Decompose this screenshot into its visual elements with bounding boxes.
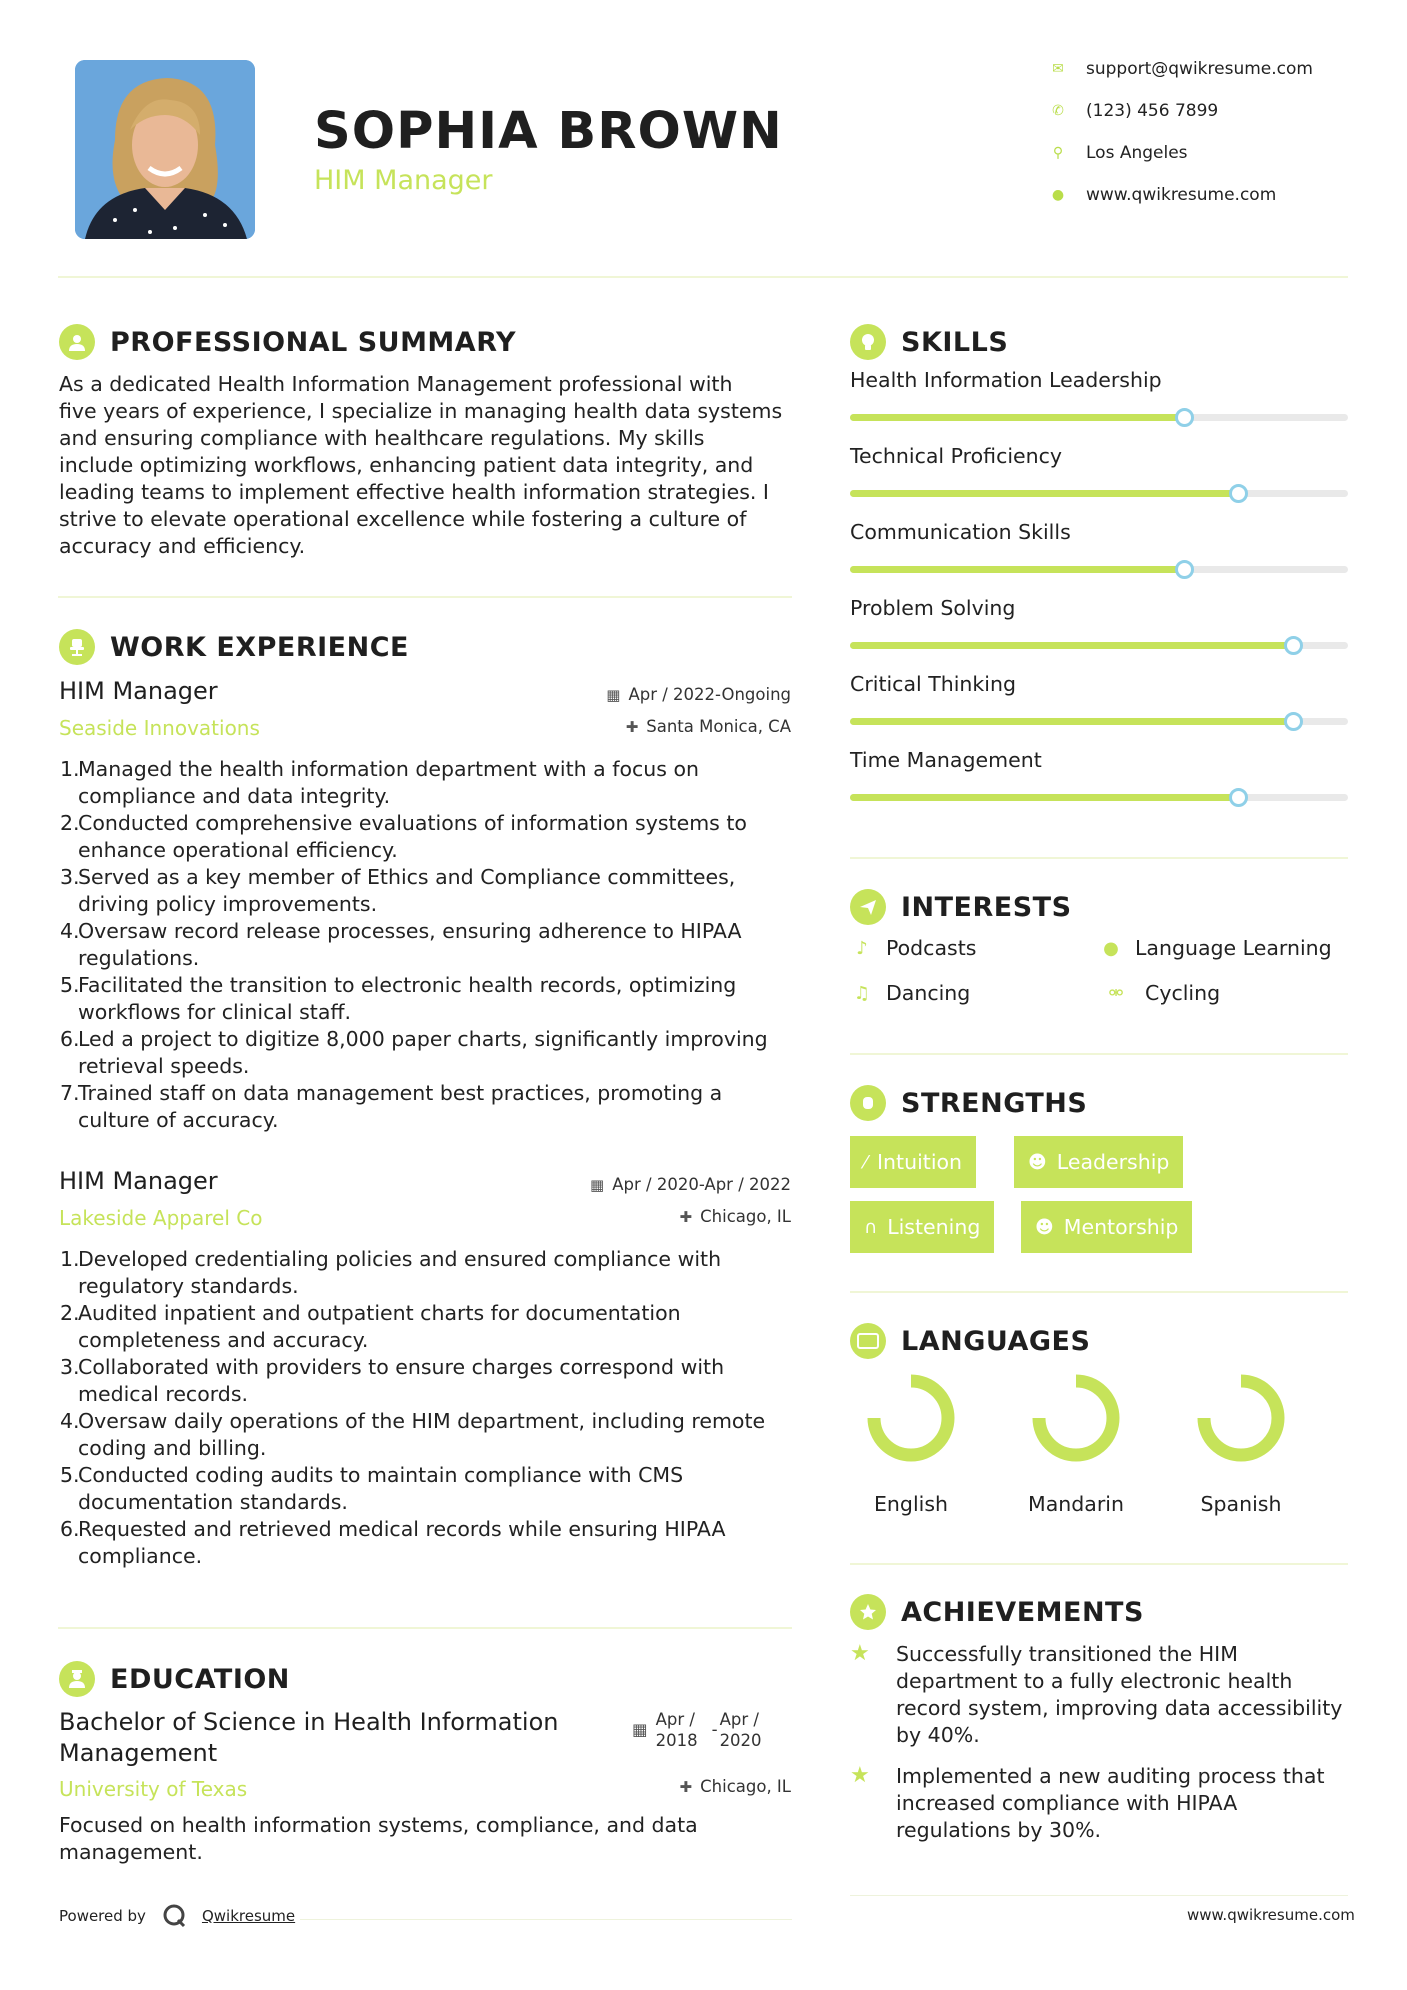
footer-left-rule xyxy=(300,1919,792,1920)
achievements-title: ACHIEVEMENTS xyxy=(901,1596,1144,1628)
star-icon: ★ xyxy=(850,1763,870,1788)
skill-track xyxy=(850,414,1348,421)
job-2-dates: ▦ Apr / 2020-Apr / 2022 xyxy=(590,1175,791,1194)
strength-intuition: ⁄ Intuition xyxy=(850,1136,976,1188)
skill-knob[interactable] xyxy=(1229,484,1248,503)
list-item: 4. Oversaw daily operations of the HIM department, including remote coding and billing. xyxy=(60,1409,766,1460)
list-item: 5. Facilitated the transition to electronic health records, optimizing workflows for clinical staff. xyxy=(60,973,737,1024)
skills-header xyxy=(850,324,1008,360)
website-text: www.qwikresume.com xyxy=(1086,185,1277,205)
pin-icon: ✚ xyxy=(679,1207,693,1226)
contact-website[interactable] xyxy=(1050,184,1276,206)
contact-phone xyxy=(1050,100,1218,122)
paper-plane-icon xyxy=(850,889,886,925)
candidate-role: HIM Manager xyxy=(314,165,493,196)
education-description: Focused on health information systems, compliance, and data management. xyxy=(59,1813,698,1864)
strengths-divider xyxy=(850,1291,1348,1293)
music-icon: ♫ xyxy=(853,982,871,1004)
skill-track xyxy=(850,490,1348,497)
users-icon: ☻ xyxy=(1028,1151,1047,1173)
skill-name: Technical Proficiency xyxy=(850,444,1063,468)
footer-right-rule xyxy=(850,1895,1348,1896)
star-badge-icon xyxy=(850,1594,886,1630)
languages-header xyxy=(850,1323,1090,1359)
summary-header xyxy=(59,324,516,360)
bicycle-icon: ⚮ xyxy=(1108,982,1124,1004)
skill-track xyxy=(850,642,1348,649)
phone-icon: ✆ xyxy=(1052,103,1064,119)
education-location: ✚ Chicago, IL xyxy=(679,1777,791,1796)
skills-title: SKILLS xyxy=(901,326,1009,358)
headphones-icon: ∩ xyxy=(864,1216,878,1238)
phone-text: (123) 456 7899 xyxy=(1086,101,1219,121)
email-text: support@qwikresume.com xyxy=(1086,59,1313,79)
skill-fill xyxy=(850,794,1238,801)
calendar-icon: ▦ xyxy=(590,1175,605,1194)
skill-fill xyxy=(850,414,1184,421)
user-icon xyxy=(59,324,95,360)
list-item: 7. Trained staff on data management best practices, promoting a culture of accuracy. xyxy=(60,1081,723,1132)
language-ring-mandarin xyxy=(1039,1381,1113,1455)
contact-email[interactable] xyxy=(1050,58,1313,80)
wand-icon: ⁄ xyxy=(864,1151,868,1173)
list-item: 6. Led a project to digitize 8,000 paper charts, significantly improving retrieval speeds. xyxy=(60,1027,768,1078)
summary-title: PROFESSIONAL SUMMARY xyxy=(110,326,517,358)
globe-icon: ● xyxy=(1051,187,1065,203)
interests-header xyxy=(850,889,1072,925)
pin-icon: ✚ xyxy=(679,1777,693,1796)
languages-title: LANGUAGES xyxy=(901,1325,1091,1357)
skill-fill xyxy=(850,566,1184,573)
experience-header xyxy=(59,629,409,665)
interest-podcasts: ♪ Podcasts xyxy=(850,936,976,960)
job-1-location: ✚ Santa Monica, CA xyxy=(625,717,791,736)
list-item: 1. Developed credentialing policies and ensured compliance with regulatory standards. xyxy=(60,1247,722,1298)
language-rings xyxy=(850,1370,1348,1480)
contact-location xyxy=(1050,142,1188,164)
job-2-bullets xyxy=(60,1246,798,1570)
skills-list xyxy=(850,370,1348,820)
skill-knob[interactable] xyxy=(1175,408,1194,427)
experience-title: WORK EXPERIENCE xyxy=(110,631,409,663)
strengths-header xyxy=(850,1085,1087,1121)
interests-divider xyxy=(850,1053,1348,1055)
job-1-bullets xyxy=(60,756,798,1134)
interests-title: INTERESTS xyxy=(901,891,1072,923)
pin-icon: ✚ xyxy=(625,717,639,736)
language-spanish: Spanish xyxy=(1200,1492,1282,1516)
language-ring-english xyxy=(874,1381,948,1455)
calendar-icon: ▦ xyxy=(606,685,621,704)
skill-track xyxy=(850,794,1348,801)
skill-name: Time Management xyxy=(850,748,1042,772)
list-item: 6. Requested and retrieved medical records while ensuring HIPAA compliance. xyxy=(60,1517,726,1568)
language-mandarin: Mandarin xyxy=(1028,1492,1124,1516)
skill-knob[interactable] xyxy=(1175,560,1194,579)
calendar-icon: ▦ xyxy=(632,1720,648,1739)
list-item: 5. Conducted coding audits to maintain compliance with CMS documentation standards. xyxy=(60,1463,684,1514)
job-2-title: HIM Manager xyxy=(59,1167,218,1195)
skill-track xyxy=(850,566,1348,573)
skill-knob[interactable] xyxy=(1284,636,1303,655)
list-item: 2. Audited inpatient and outpatient charts for documentation completeness and accuracy. xyxy=(60,1301,681,1352)
star-icon: ★ xyxy=(850,1641,870,1666)
skill-fill xyxy=(850,490,1238,497)
skill-fill xyxy=(850,642,1293,649)
interest-language-learning: ● Language Learning xyxy=(1099,936,1332,960)
skills-divider xyxy=(850,857,1348,859)
list-item: 4. Oversaw record release processes, ensuring adherence to HIPAA regulations. xyxy=(60,919,742,970)
envelope-icon: ✉ xyxy=(1052,61,1064,77)
job-1-dates: ▦ Apr / 2022-Ongoing xyxy=(606,685,791,704)
language-english: English xyxy=(873,1492,949,1516)
location-text: Los Angeles xyxy=(1086,143,1188,163)
job-1-title: HIM Manager xyxy=(59,677,218,705)
brand-link[interactable]: Qwikresume xyxy=(201,1907,296,1925)
list-item: 2. Conducted comprehensive evaluations of information systems to enhance operational efficiency. xyxy=(60,811,747,862)
strengths-title: STRENGTHS xyxy=(901,1087,1088,1119)
chair-icon xyxy=(59,629,95,665)
skill-knob[interactable] xyxy=(1284,712,1303,731)
summary-divider xyxy=(58,596,792,598)
education-header xyxy=(59,1661,290,1697)
achievement-1: ★ Successfully transitioned the HIM department to a fully electronic health record system, improving data accessibility by 40%. xyxy=(850,1641,1343,1747)
strength-listening: ∩ Listening xyxy=(850,1201,994,1253)
interest-cycling: ⚮ Cycling xyxy=(1099,981,1220,1005)
job-2-company: Lakeside Apparel Co xyxy=(59,1206,263,1230)
education-title: EDUCATION xyxy=(110,1663,290,1695)
language-icon xyxy=(850,1323,886,1359)
languages-divider xyxy=(850,1563,1348,1565)
header-divider xyxy=(58,276,1348,278)
school-name: University of Texas xyxy=(59,1777,248,1801)
hand-icon xyxy=(850,1085,886,1121)
map-pin-icon: ⚲ xyxy=(1052,145,1064,161)
footer-website[interactable]: www.qwikresume.com xyxy=(1187,1906,1355,1924)
skill-name: Critical Thinking xyxy=(850,672,1016,696)
experience-divider xyxy=(58,1627,792,1629)
degree-title: Bachelor of Science in Health Information Management xyxy=(59,1708,559,1767)
microphone-icon: ♪ xyxy=(856,937,868,959)
achievements-header xyxy=(850,1594,1144,1630)
skill-knob[interactable] xyxy=(1229,788,1248,807)
strength-leadership: ☻ Leadership xyxy=(1014,1136,1183,1188)
education-dates: ▦ Apr / 2018 - Apr / 2020 xyxy=(632,1710,762,1750)
skill-name: Health Information Leadership xyxy=(850,368,1162,392)
interest-dancing: ♫ Dancing xyxy=(850,981,970,1005)
graduate-icon xyxy=(59,1661,95,1697)
skill-name: Communication Skills xyxy=(850,520,1071,544)
footer-powered-by xyxy=(59,1903,295,1929)
job-2-location: ✚ Chicago, IL xyxy=(679,1207,791,1226)
summary-text: As a dedicated Health Information Management professional with five years of experience, I specialize in managing health data systems and ensuring compliance with healthcare regulations. My skills include optimizing workflows, enhancing patient data integrity, and leading teams to implement effective health information strategies. I strive to elevate operational excellence while fostering a culture of accuracy and efficiency. xyxy=(59,372,783,558)
achievement-2: ★ Implemented a new auditing process that increased compliance with HIPAA regulations by 30%. xyxy=(850,1763,1325,1842)
qwikresume-logo-icon xyxy=(162,1903,188,1929)
globe-icon: ● xyxy=(1103,937,1119,959)
powered-label: Powered by xyxy=(59,1907,146,1925)
skill-name: Problem Solving xyxy=(850,596,1016,620)
list-item: 3. Collaborated with providers to ensure charges correspond with medical records. xyxy=(60,1355,725,1406)
user-plus-icon: ☻ xyxy=(1035,1216,1054,1238)
skill-fill xyxy=(850,718,1293,725)
strength-mentorship: ☻ Mentorship xyxy=(1021,1201,1192,1253)
candidate-name: SOPHIA BROWN xyxy=(314,102,783,161)
job-1-company: Seaside Innovations xyxy=(59,716,260,740)
list-item: 1. Managed the health information department with a focus on compliance and data integrity. xyxy=(60,757,699,808)
list-item: 3. Served as a key member of Ethics and Compliance committees, driving policy improvements. xyxy=(60,865,736,916)
profile-photo xyxy=(75,60,255,239)
skill-track xyxy=(850,718,1348,725)
lightbulb-icon xyxy=(850,324,886,360)
language-ring-spanish xyxy=(1204,1381,1278,1455)
